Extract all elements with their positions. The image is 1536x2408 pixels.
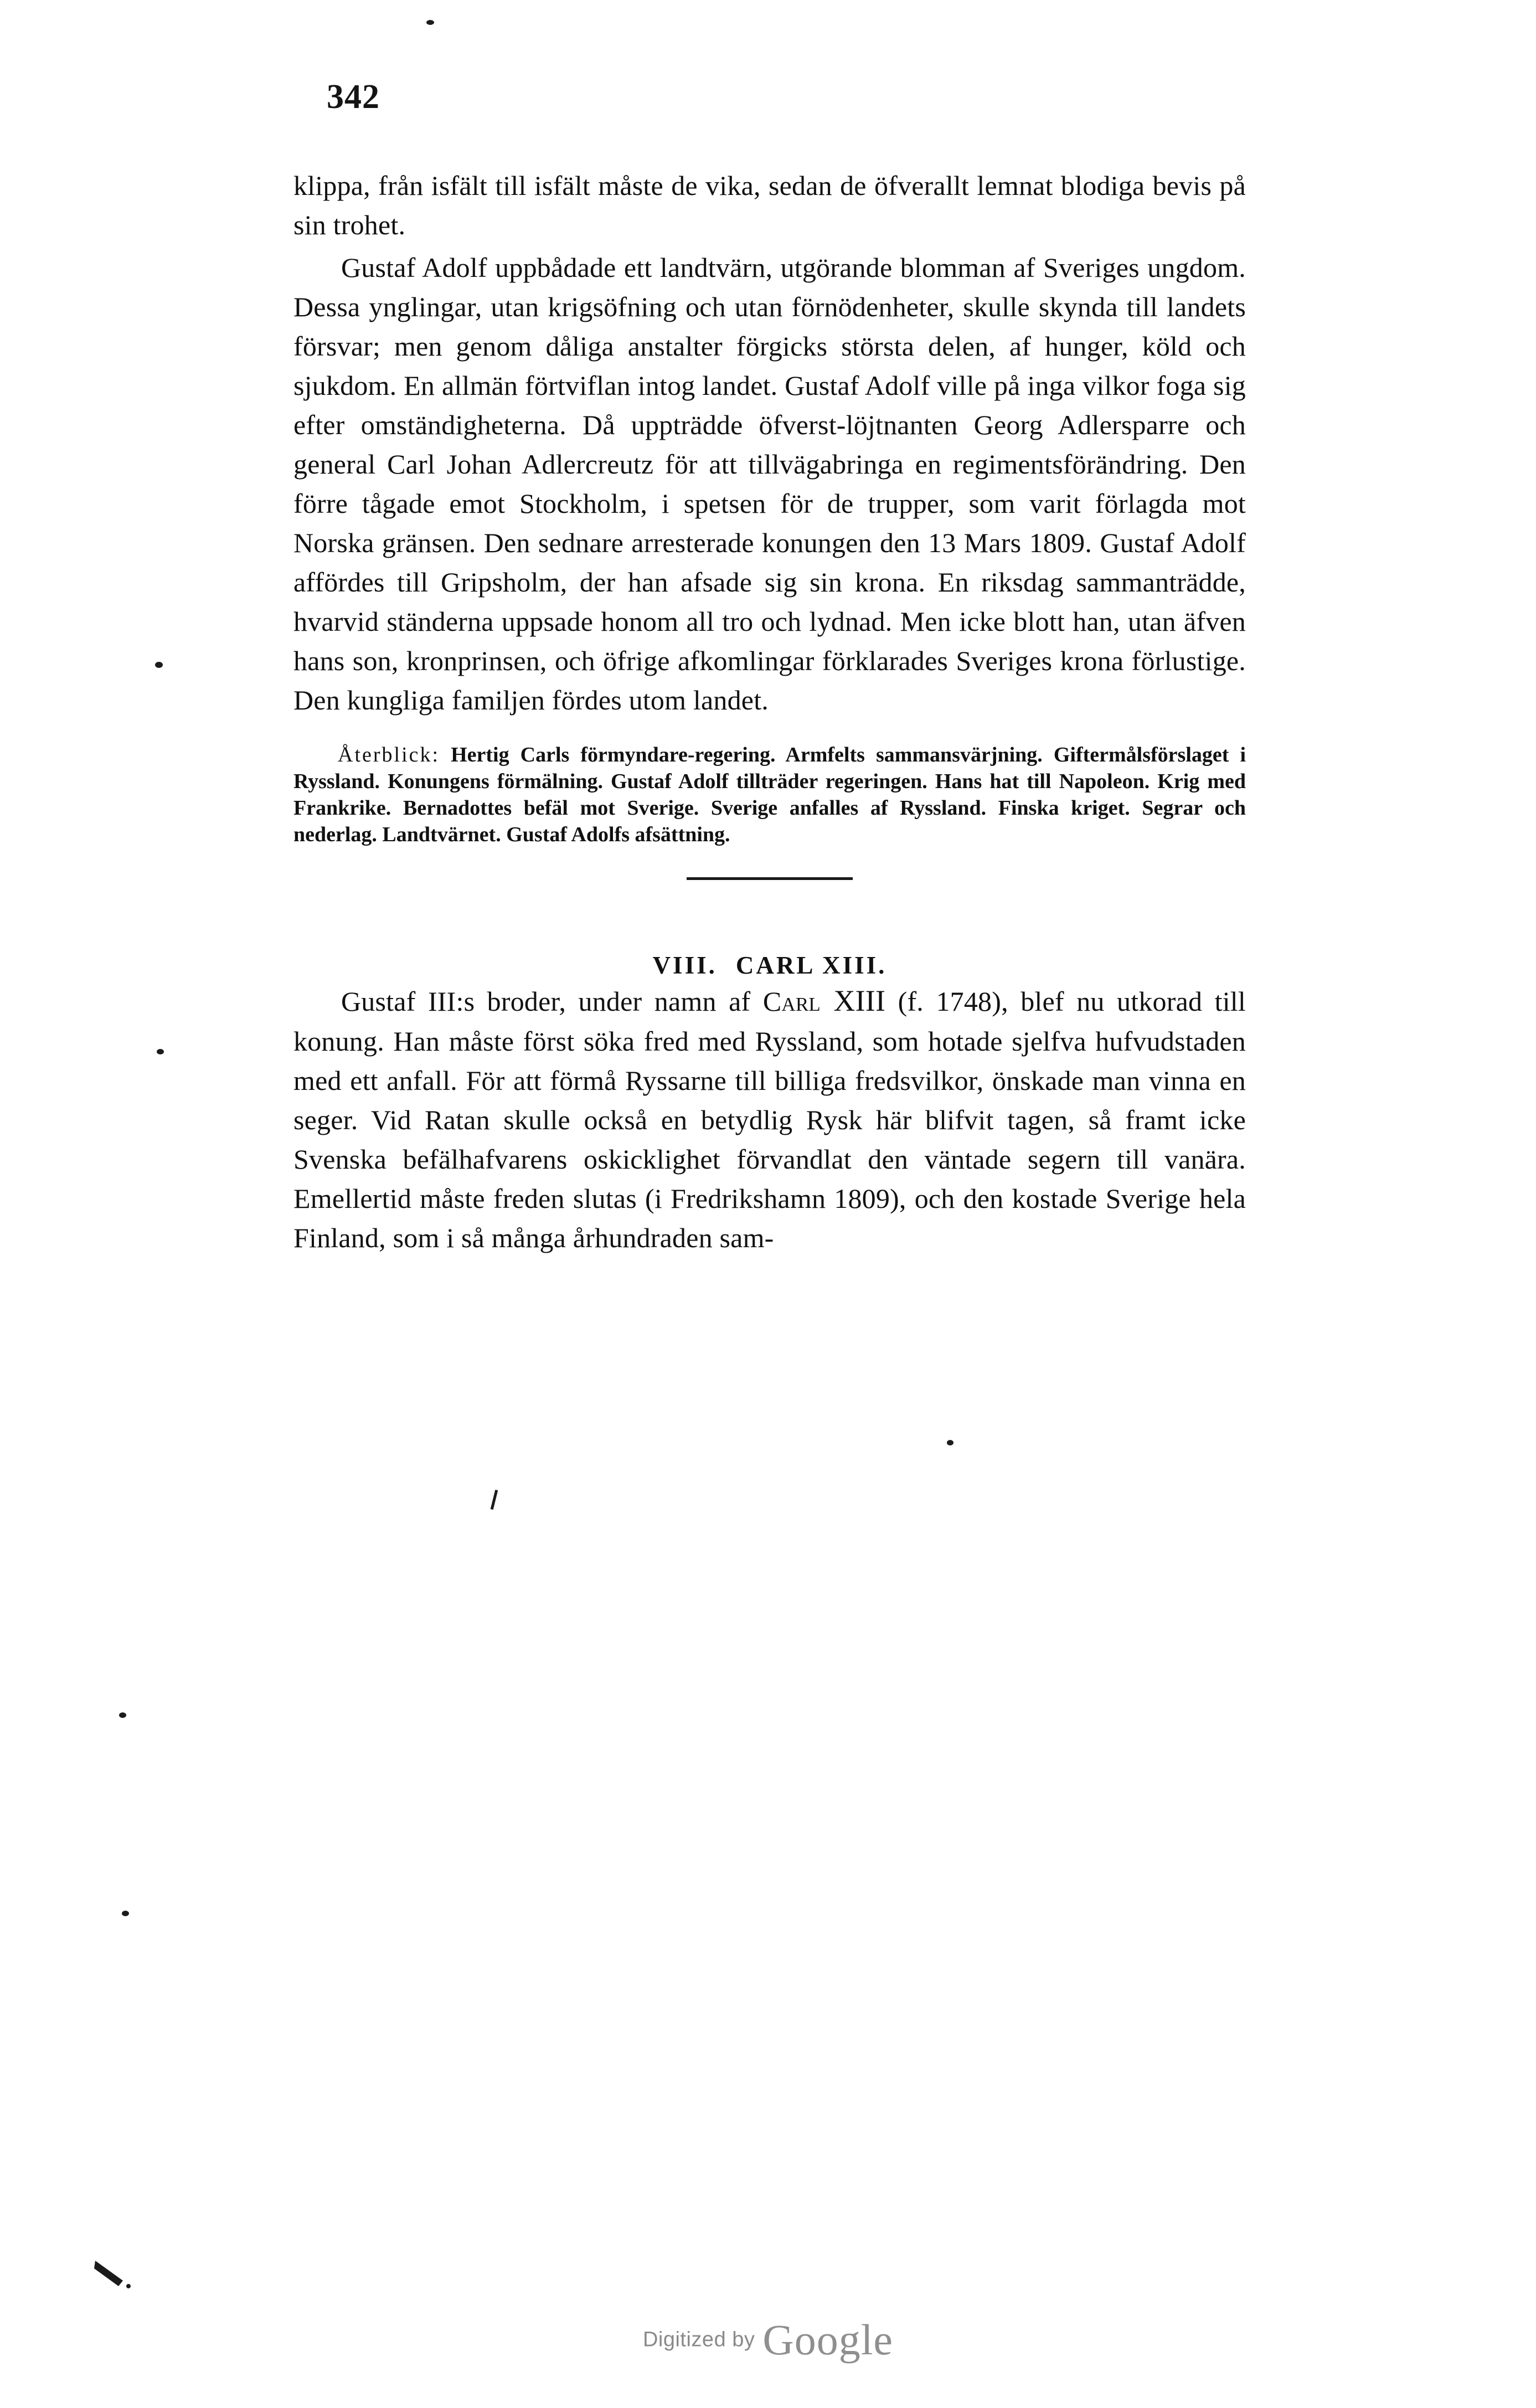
chapter-title: CARL XIII. <box>735 951 887 979</box>
chapter-paragraph-rest: (f. 1748), blef nu utkorad till konung. Han måste först söka fred med Ryssland, som hotade sjelfva hufvudstaden med ett anfall. För att förmå Ryssarne till billiga fredsvilkor, önskade man vinna en seger. Vid Ratan skulle också en betydlig Rysk här blifvit tagen, så framt icke Svenska befälhafvarens oskicklighet förvandlat den väntade segern till vanära. Emellertid måste freden slutas (i Fredrikshamn 1809), och den kostade Sverige hela Finland, som i så många århundraden sam- <box>293 985 1246 1254</box>
google-watermark <box>0 2315 1536 2365</box>
watermark-digitized-label: Digitized by <box>642 2328 755 2352</box>
page-number: 342 <box>327 78 380 116</box>
chapter-paragraph-lead: Gustaf III:s broder, under namn af <box>341 985 763 1017</box>
scan-speck-right <box>947 1440 953 1445</box>
monarch-name-numeral: XIII <box>820 984 886 1017</box>
chapter-paragraph <box>293 980 1246 1258</box>
scan-tick-mark <box>491 1490 498 1510</box>
text-column <box>293 166 1246 1258</box>
scan-speck-top <box>426 20 434 25</box>
scan-speck-left-3 <box>119 1712 126 1718</box>
paragraph-1: klippa, från isfält till isfält måste de vika, sedan de öfverallt lemnat blodiga bevis på sin trohet. <box>293 170 1246 240</box>
scan-speck-left-1 <box>155 662 163 668</box>
recap-label: Återblick: <box>338 743 440 766</box>
watermark-brand: Google <box>762 2316 894 2364</box>
chapter-heading <box>293 951 1246 980</box>
scan-corner-artifact <box>94 2258 152 2292</box>
section-divider <box>687 877 853 880</box>
recap-block <box>293 742 1246 848</box>
chapter-number: VIII. <box>652 951 717 979</box>
monarch-name-smallcaps: Carl <box>762 985 821 1017</box>
scan-speck-left-2 <box>157 1049 164 1054</box>
scan-speck-left-4 <box>122 1911 129 1916</box>
paragraph-2: Gustaf Adolf uppbådade ett landtvärn, utgörande blomman af Sveriges ungdom. Dessa ynglingar, utan krigsöfning och utan förnödenheter, skulle skynda till landets försvar; men genom dåliga anstalter förgicks största delen, af hunger, köld och sjukdom. En allmän förtviflan intog landet. Gustaf Adolf ville på inga vilkor foga sig efter omständigheterna. Då uppträdde öfverst-löjtnanten Georg Adlersparre och general Carl Johan Adlercreutz för att tillvägabringa en regimentsförändring. Den förre tågade emot Stockholm, i spetsen för de trupper, som varit förlagda mot Norska gränsen. Den sednare arresterade konungen den 13 Mars 1809. Gustaf Adolf affördes till Gripsholm, der han afsade sig sin krona. En riksdag sammanträdde, hvarvid ständerna uppsade honom all tro och lydnad. Men icke blott han, utan äfven hans son, kronprinsen, och öfrige afkomlingar förklarades Sveriges krona förlustige. Den kungliga familjen fördes utom landet. <box>293 252 1246 716</box>
recap-text: Hertig Carls förmyndare-regering. Armfelts sammansvärjning. Giftermålsförslaget i Ryssland. Konungens förmälning. Gustaf Adolf tillträder regeringen. Hans hat till Napoleon. Krig med Frankrike. Bernadottes befäl mot Sverige. Sverige anfalles af Ryssland. Finska kriget. Segrar och nederlag. Landtvärnet. Gustaf Adolfs afsättning. <box>293 743 1246 846</box>
